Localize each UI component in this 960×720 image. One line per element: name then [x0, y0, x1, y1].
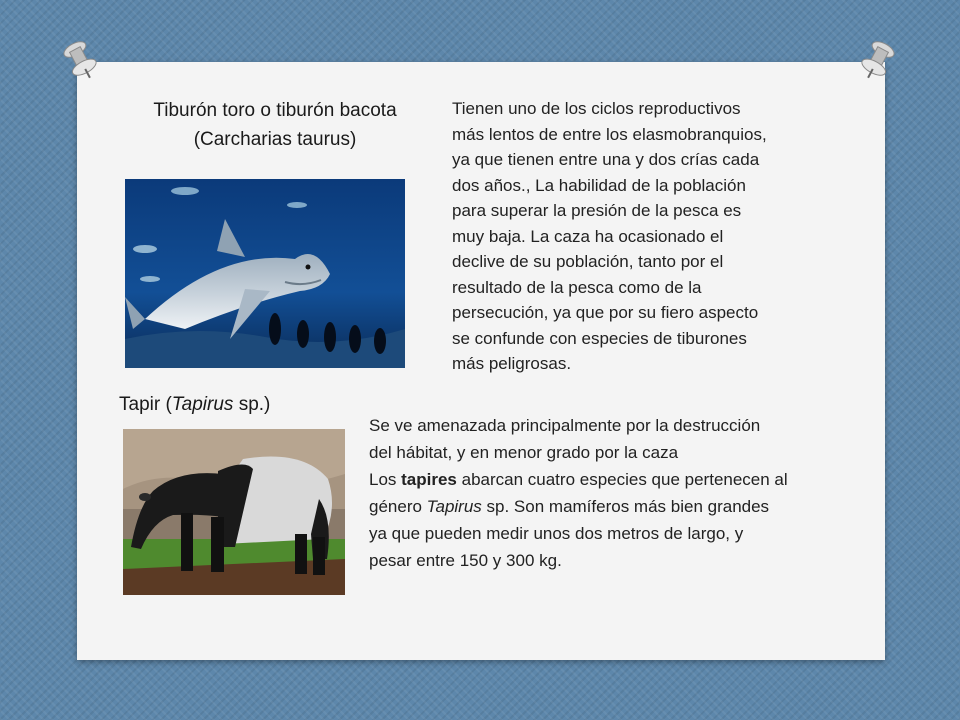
- tapir-line4-italic: Tapirus: [426, 497, 482, 516]
- tapir-illustration: [123, 429, 345, 595]
- shark-photo: [125, 179, 405, 368]
- shark-text-line: ya que tienen entre una y dos crías cada: [452, 150, 760, 169]
- tapir-line3-prefix: Los: [369, 470, 402, 489]
- tapir-title-suffix: sp.): [233, 394, 271, 415]
- shark-text-line: declive de su población, tanto por el: [452, 252, 724, 271]
- tapir-photo: [123, 429, 345, 595]
- shark-illustration: [125, 179, 405, 368]
- shark-text-line: dos años., La habilidad de la población: [452, 175, 746, 195]
- shark-text-line: resultado de la pesca como de la: [452, 277, 702, 297]
- shark-text-line: muy baja. La caza ha ocasionado el: [452, 226, 724, 246]
- tapir-line3-bold: tapires: [401, 470, 457, 489]
- shark-text-line: más lentos de entre los elasmobranquios,: [452, 124, 767, 144]
- tapir-text-line: del hábitat, y en menor grado por la caza: [369, 443, 679, 462]
- shark-text-line: persecución, ya que por su fiero aspecto: [452, 303, 759, 322]
- tapir-title-prefix: Tapir (: [119, 394, 172, 415]
- tapir-title-italic: Tapirus: [171, 394, 234, 415]
- tapir-line3-suffix: abarcan cuatro especies que pertenecen al: [456, 470, 788, 489]
- tapir-title: [119, 394, 270, 416]
- shark-text-line: para superar la presión de la pesca es: [452, 201, 742, 220]
- shark-title: [118, 96, 432, 154]
- tapir-description: [369, 412, 869, 574]
- shark-title-line1: Tiburón toro o tiburón bacota: [153, 100, 397, 121]
- shark-text-line: se confunde con especies de tiburones: [452, 328, 747, 348]
- shark-description: [452, 96, 832, 377]
- tapir-line4-suffix: sp. Son mamíferos más bien grandes: [481, 497, 770, 516]
- tapir-text-line: [369, 493, 869, 520]
- tapir-text-line: ya que pueden medir unos dos metros de largo, y: [369, 524, 744, 543]
- tapir-text-line: Se ve amenazada principalmente por la destrucción: [369, 416, 761, 435]
- tapir-text-line: [369, 466, 869, 493]
- tapir-line4-prefix: género: [369, 497, 427, 516]
- tapir-text-line: pesar entre 150 y 300 kg.: [369, 551, 562, 570]
- shark-text-line: más peligrosas.: [452, 354, 572, 373]
- shark-title-line2: (Carcharias taurus): [193, 129, 357, 150]
- shark-text-line: Tienen uno de los ciclos reproductivos: [452, 99, 741, 118]
